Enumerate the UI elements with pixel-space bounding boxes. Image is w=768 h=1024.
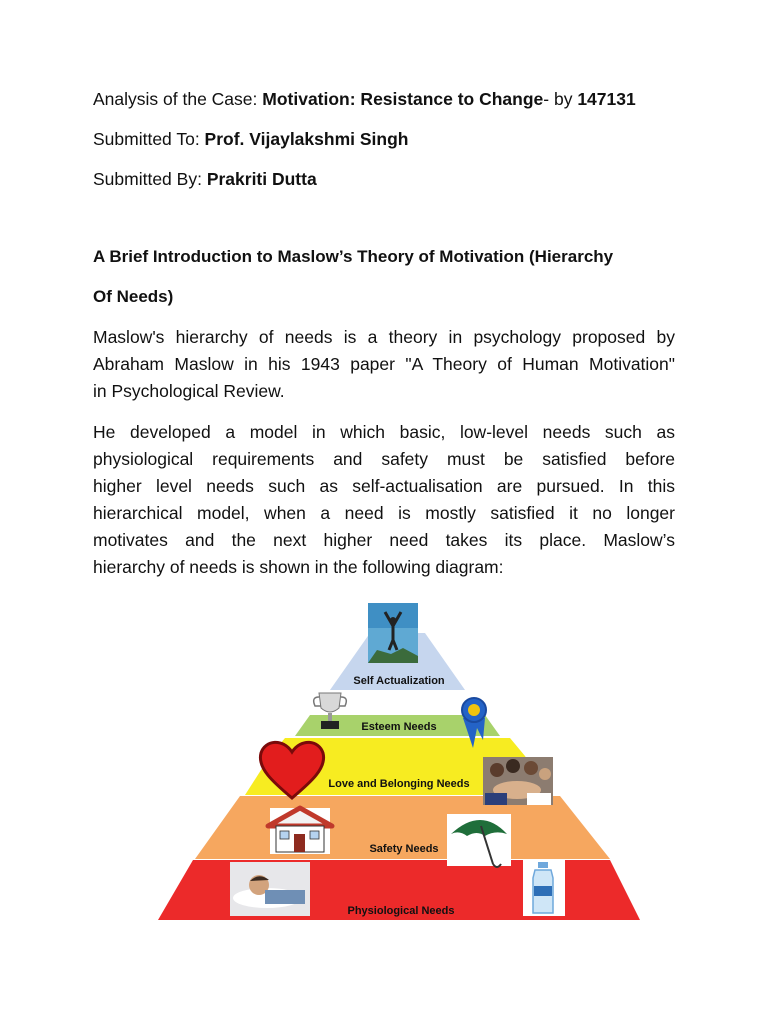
maslow-pyramid-diagram bbox=[155, 598, 645, 928]
level-label: Esteem Needs bbox=[361, 721, 437, 733]
house-icon bbox=[268, 808, 332, 854]
submitted-by-name: Prakriti Dutta bbox=[206, 169, 317, 189]
paragraph-2-line: physiological requirements and safety must be satisfied before bbox=[93, 449, 675, 469]
level-label: Safety Needs bbox=[369, 843, 439, 855]
submitted-to-label: Submitted To: bbox=[93, 129, 205, 149]
case-id: 147131 bbox=[577, 89, 636, 109]
paragraph-1 bbox=[93, 324, 675, 405]
paragraph-2-line: hierarchical model, when a need is mostly satisfied it no longer bbox=[93, 503, 675, 523]
paragraph-2 bbox=[93, 419, 675, 581]
case-title-line bbox=[93, 89, 636, 110]
paragraph-2-line: higher level needs such as self-actualisation are pursued. In this bbox=[93, 476, 675, 496]
level-label: Self Actualization bbox=[353, 675, 445, 687]
paragraph-2-line: He developed a model in which basic, low-level needs such as bbox=[93, 422, 675, 442]
case-by: - by bbox=[543, 89, 578, 109]
submitted-by-label: Submitted By: bbox=[93, 169, 207, 189]
paragraph-1-line: Maslow's hierarchy of needs is a theory in psychology proposed by bbox=[93, 327, 675, 347]
group-hands-icon bbox=[483, 757, 553, 805]
section-heading-line2: Of Needs) bbox=[93, 287, 174, 306]
level-label: Physiological Needs bbox=[347, 905, 455, 917]
paragraph-1-line: in Psychological Review. bbox=[93, 381, 285, 401]
water-bottle-icon bbox=[523, 860, 565, 916]
submitted-by-line bbox=[93, 169, 317, 190]
case-prefix: Analysis of the Case: bbox=[93, 89, 263, 109]
paragraph-2-line: motivates and the next higher need takes its place. Maslow’s bbox=[93, 530, 675, 550]
level-label: Love and Belonging Needs bbox=[328, 778, 470, 790]
submitted-to-line bbox=[93, 129, 408, 150]
person-summit-icon bbox=[368, 603, 418, 663]
case-title: Motivation: Resistance to Change bbox=[262, 89, 544, 109]
paragraph-2-line: hierarchy of needs is shown in the following diagram: bbox=[93, 557, 504, 577]
paragraph-1-line: Abraham Maslow in his 1943 paper "A Theory of Human Motivation" bbox=[93, 354, 675, 374]
sleeping-person-icon bbox=[230, 862, 310, 916]
submitted-to-name: Prof. Vijaylakshmi Singh bbox=[204, 129, 409, 149]
section-heading-line1: A Brief Introduction to Maslow’s Theory of Motivation (Hierarchy bbox=[93, 247, 614, 266]
umbrella-icon bbox=[447, 814, 511, 867]
